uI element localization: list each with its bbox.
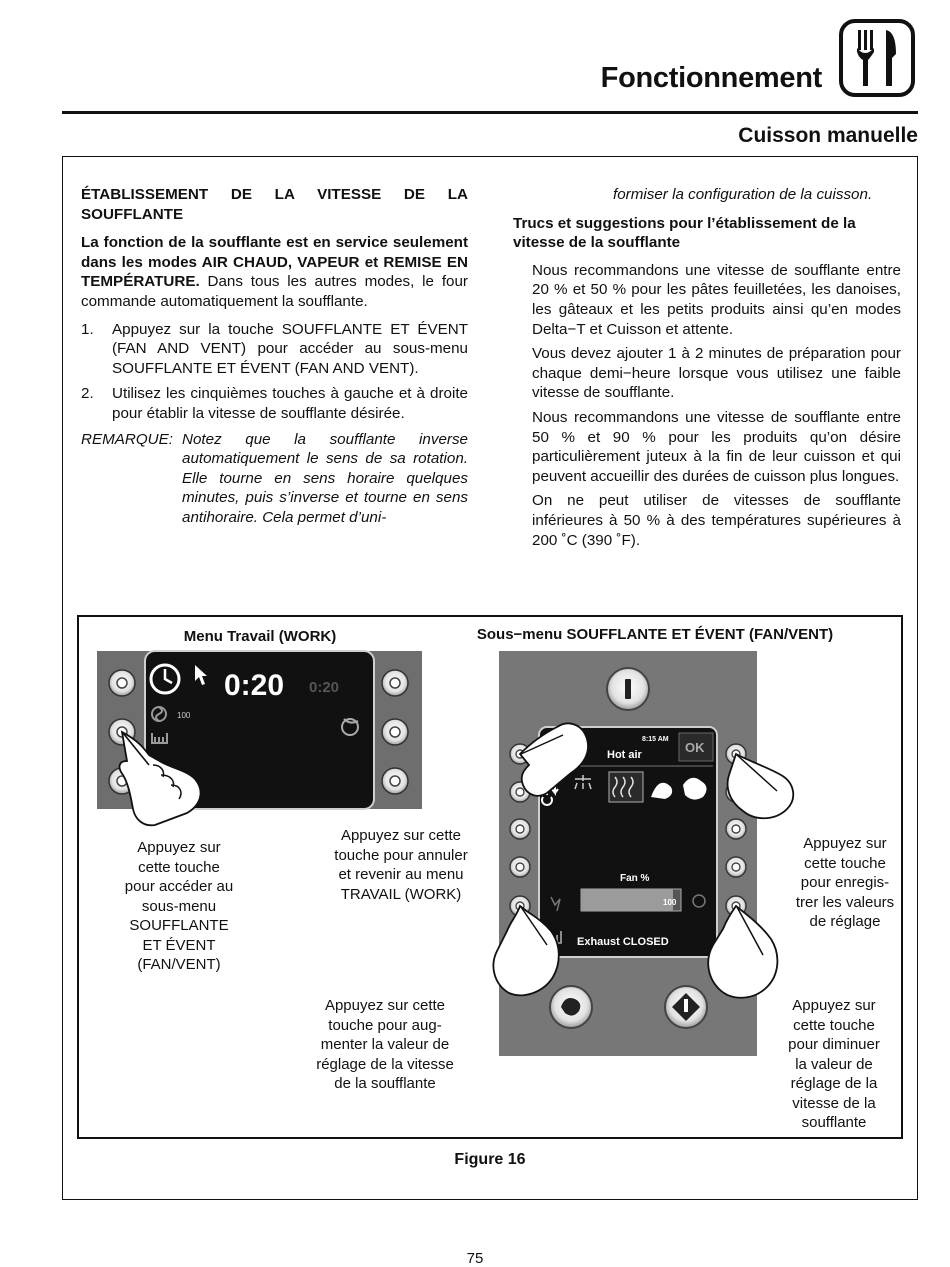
chapter-title: Fonctionnement	[600, 62, 822, 94]
page-number: 75	[466, 1250, 484, 1267]
work-right-buttons	[382, 670, 408, 794]
header-rule	[62, 111, 918, 114]
callout-cancel-return: Appuyez sur cette touche pour annuler et revenir au menu TRAVAIL (WORK)	[334, 827, 468, 903]
step-number: 1.	[81, 320, 94, 338]
exhaust-status: Exhaust CLOSED	[577, 936, 669, 948]
tip-paragraph: On ne peut utiliser de vitesses de soufflante inférieures à 50 % à des températures supérieures à 200 ˚C (390 ˚F).	[532, 492, 901, 549]
intro-rest: Dans tous les autres modes, le four commande automatiquement la soufflante.	[81, 273, 468, 310]
callout-increase-speed: Appuyez sur cette touche pour aug- menter la valeur de réglage de la vitesse de la soufflante	[316, 997, 454, 1092]
work-fan-value: 100	[177, 711, 191, 720]
step-text: Appuyez sur la touche SOUFFLANTE ET ÉVENT (FAN AND VENT) pour accéder au sous-menu SOUFFLANTE ET ÉVENT (FAN AND VENT).	[112, 320, 468, 377]
work-time-small: 0:20	[309, 679, 340, 696]
note-text: Notez que la soufflante inverse automatiquement le sens de sa rotation. Elle tourne en sens horaire quelques minutes, puis s’inverse et tourne en sens antihoraire. Cela permet d’uni-	[182, 430, 468, 526]
power-button	[607, 668, 649, 710]
step-number: 2.	[81, 385, 94, 403]
figure-caption: Figure 16	[454, 1151, 526, 1168]
fork-knife-icon	[838, 18, 916, 98]
intro-paragraph	[81, 233, 468, 311]
step-text: Utilisez les cinquièmes touches à gauche et à droite pour établir la vitesse de soufflante désirée.	[112, 385, 468, 422]
section-title: Cuisson manuelle	[738, 124, 918, 147]
callout-access-submenu: Appuyez sur cette touche pour accéder au sous-menu SOUFFLANTE ET ÉVENT (FAN/VENT)	[124, 839, 234, 973]
note	[81, 430, 468, 528]
intro-bold: La fonction de la soufflante est en service seulement dans les modes AIR CHAUD, VAPEUR et REMISE EN TEMPÉRATURE.	[81, 234, 468, 291]
left-column	[81, 185, 468, 528]
step-2	[81, 384, 468, 423]
tip-paragraph: Nous recommandons une vitesse de soufflante entre 50 % et 90 % pour les produits qu’on désire particulièrement juteux à la fin de leur cuisson et qui peuvent accueillir des durées de cuisson plus longues.	[532, 408, 901, 485]
right-column	[513, 185, 901, 555]
tip-paragraph: Vous devez ajouter 1 à 2 minutes de préparation pour chaque demi−heure lorsque vous utilisez une faible vitesse de soufflante.	[532, 345, 901, 402]
work-time-big: 0:20	[224, 669, 285, 702]
fan-rotation-button	[550, 986, 592, 1028]
callout-decrease-speed: Appuyez sur cette touche pour diminuer la valeur de réglage de la vitesse de la soufflante	[788, 997, 880, 1131]
fan-bar-value: 100	[663, 898, 677, 907]
step-1	[81, 320, 468, 379]
fan-level-bar	[581, 889, 673, 911]
fan-screen-mode: Hot air	[607, 749, 642, 761]
submenu-label: Sous−menu SOUFFLANTE ET ÉVENT (FAN/VENT)	[476, 626, 834, 643]
work-menu-label: Menu Travail (WORK)	[183, 628, 337, 645]
fan-screen-time: 8:15 AM	[642, 736, 669, 743]
callout-save-settings: Appuyez sur cette touche pour enregis- trer les valeurs de réglage	[795, 835, 895, 930]
info-button	[665, 986, 707, 1028]
tip-paragraph: Nous recommandons une vitesse de soufflante entre 20 % et 50 % pour les pâtes feuilletées, les danoises, les gâteaux et les petits produits ainsi qu’en modes Delta−T et Cuisson et attente.	[532, 261, 901, 338]
section-heading: ÉTABLISSEMENT DE LA VITESSE DE LA SOUFFLANTE	[81, 186, 468, 223]
note-label: REMARQUE:	[81, 430, 173, 448]
ok-label: OK	[685, 740, 705, 755]
tips-heading: Trucs et suggestions pour l’établissement de la vitesse de la soufflante	[513, 214, 856, 252]
note-continued: formiser la configuration de la cuisson.	[613, 186, 873, 203]
fan-percent-label: Fan %	[620, 873, 650, 884]
